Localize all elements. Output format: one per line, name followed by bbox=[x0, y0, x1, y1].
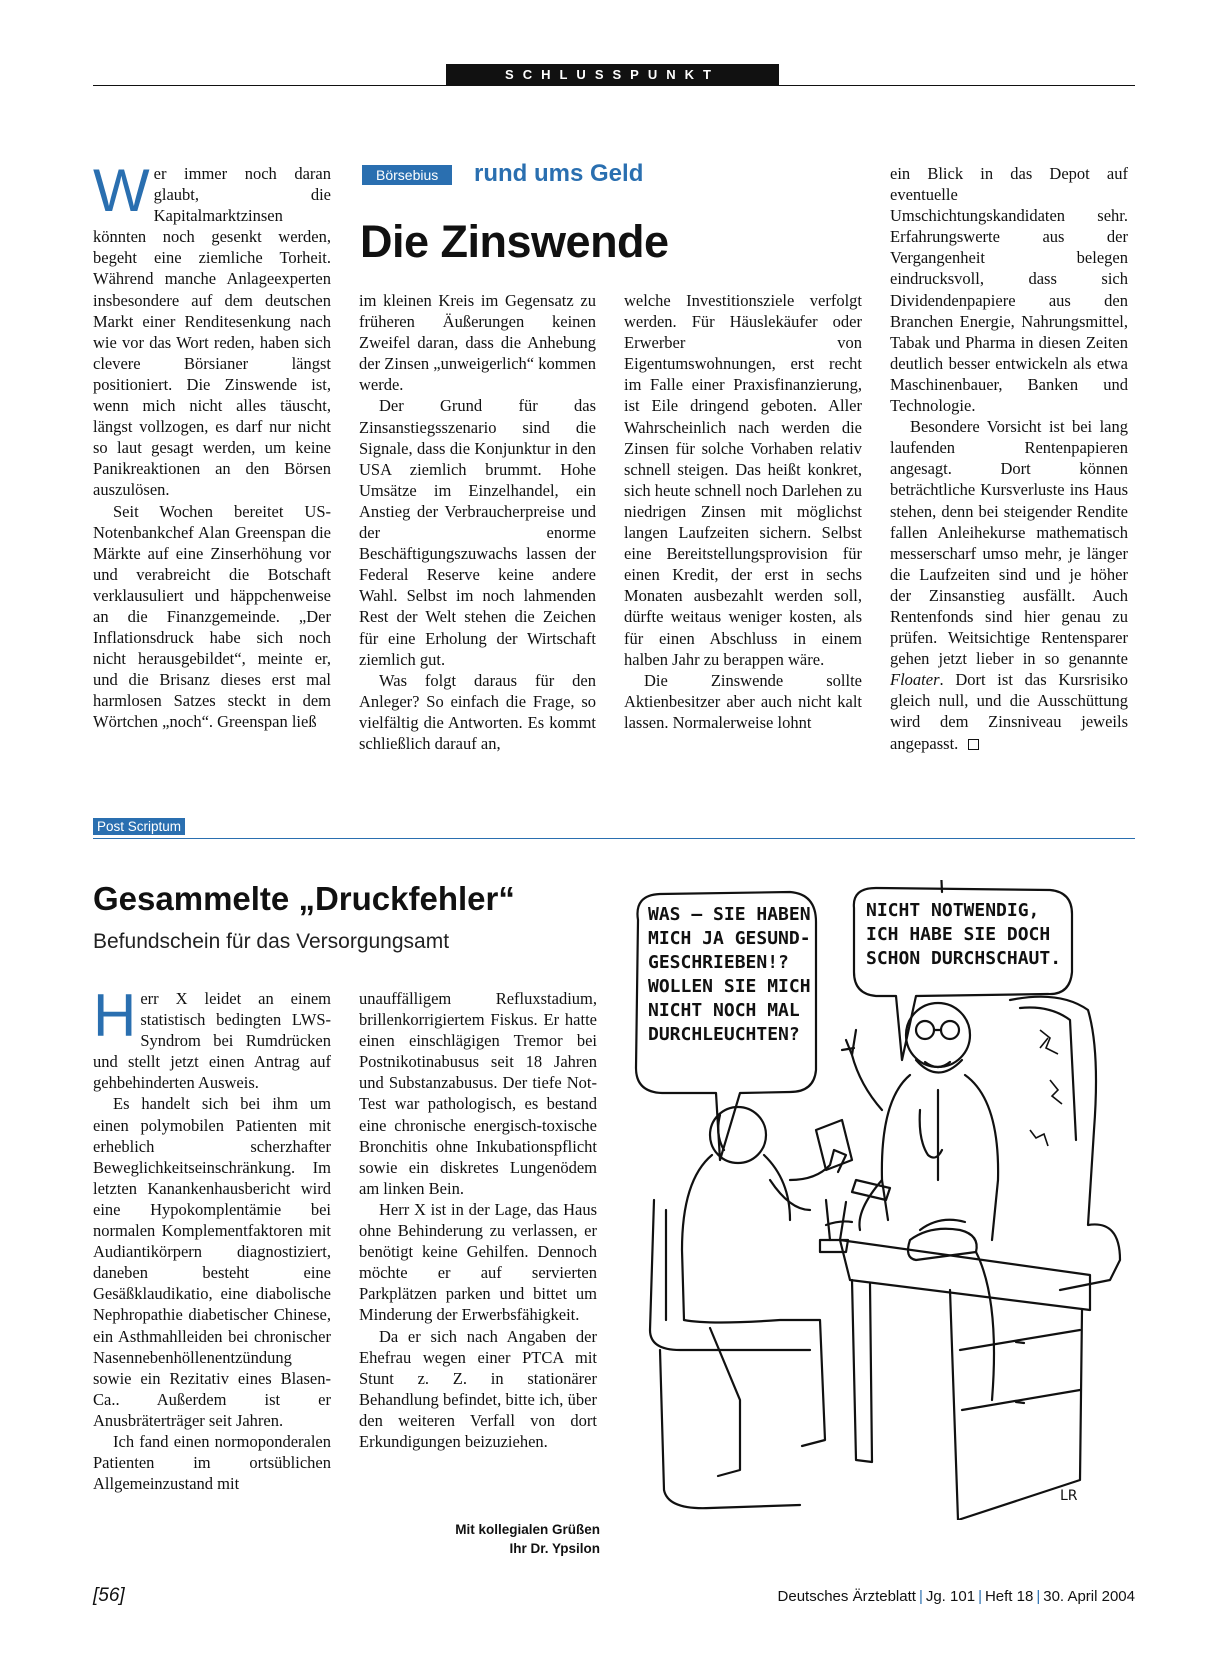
article1-column-3 bbox=[624, 290, 862, 733]
article2-subtitle: Befundschein für das Versorgungsamt bbox=[93, 930, 450, 953]
bubble-right-line: ICH HABE SIE DOCH bbox=[866, 924, 1051, 945]
end-mark bbox=[968, 739, 979, 750]
article-title: Die Zinswende bbox=[360, 216, 669, 267]
bubble-right-line: NICHT NOTWENDIG, bbox=[866, 900, 1040, 921]
paragraph: Herr X ist in der Lage, das Haus ohne Behinderung zu verlassen, er benötigt keine Gehilfen. Dennoch möchte er auf servierten Parkplätzen parken und bittet um Minderung der Erwerbsfähigkeit. bbox=[359, 1199, 597, 1325]
paragraph: Die Zinswende sollte Aktienbesitzer aber auch nicht kalt lassen. Normalerweise lohnt bbox=[624, 670, 862, 732]
paragraph: welche Investitionsziele verfolgt werden. Für Häuslekäufer oder Erwerber von Eigentumswohnungen, erst recht im Falle einer Praxisfinanzierung, ist Eile dringend geboten. Aller Wahrscheinlich nach werden die Zinsen für solche Vorhaben relativ schnell steigen. Das heißt konkret, sich heute schnell noch Darlehen zu niedrigen Zinsen mit möglichst langen Laufzeiten sichern. Selbst eine Bereitstellungsprovision für einen Kredit, der erst in sechs Monaten ausbezahlt werden soll, dürfte weitaus weniger kosten, als für einen Abschluss in einem halben Jahr zu berappen wäre. bbox=[624, 291, 862, 669]
top-rule bbox=[93, 85, 1135, 86]
paragraph: im kleinen Kreis im Gegensatz zu früheren Äußerungen keinen Zweifel daran, dass die Anhebung der Zinsen „unweigerlich“ kommen werde. bbox=[359, 291, 596, 395]
bubble-left-line: GESCHRIEBEN!? bbox=[648, 952, 789, 973]
paragraph: Seit Wochen bereitet US-Notenbankchef Alan Greenspan die Märkte auf eine Zinserhöhung vor und verabreicht die Botschaft verklausuliert und häppchenweise an die Finanzgemeinde. „Der Inflationsdruck habe sich noch nicht herausgebildet“, meinte er, und die Brisanz dieses erst mal harmlosen Satzes steckt in dem Wörtchen „noch“. Greenspan ließ bbox=[93, 501, 331, 732]
journal-date: 30. April 2004 bbox=[1043, 1588, 1135, 1605]
article1-column-2 bbox=[359, 290, 596, 754]
bubble-left-line: WAS – SIE HABEN bbox=[648, 904, 811, 925]
bubble-right-line: SCHON DURCHSCHAUT. bbox=[866, 948, 1062, 969]
article2-title: Gesammelte „Druckfehler“ bbox=[93, 880, 515, 917]
section-banner: SCHLUSSPUNKT bbox=[446, 64, 779, 86]
paragraph: Was folgt daraus für den Anleger? So einfach die Frage, so vielfältig die Antworten. Es kommt schließlich darauf an, bbox=[359, 670, 596, 753]
bubble-left-line: DURCHLEUCHTEN? bbox=[648, 1024, 800, 1045]
paragraph: err X leidet an einem statistisch bedingten LWS-Syndrom bei Rumdrücken und stellt jetzt einen Antrag auf gehbehinderten Ausweis. bbox=[93, 989, 331, 1093]
paragraph: Es handelt sich bei ihm um einen polymobilen Patienten mit erheblich scherzhafter Beweglichkeitseinschränkung. Im letzten Kanankenhausbericht wird eine Hypokomplentämie bei normalen Komplementfaktoren mit Audiantikörpern diagnostiziert, daneben besteht eine Gesäßklaudikatio, eine diabolische Nephropathie diabetischer Chinese, ein Asthmahlleiden bei chronischer Nasennebenhöllenentzündung sowie ein Rezitativ eines Blasen-Ca.. Außerdem ist er Anusbräterträger seit Jahren. bbox=[93, 1094, 331, 1430]
signoff-line: Ihr Dr. Ypsilon bbox=[509, 1541, 600, 1556]
bubble-left-line: MICH JA GESUND- bbox=[648, 928, 811, 949]
page-number: [56] bbox=[93, 1585, 125, 1606]
signoff bbox=[360, 1520, 600, 1558]
dropcap: W bbox=[93, 157, 150, 224]
bubble-left-line: NICHT NOCH MAL bbox=[648, 1000, 800, 1021]
paragraph: unauffälligem Refluxstadium, brillenkorrigiertem Fiskus. Er hatte einen einschlägigen Tremor bei Postnikotinabusus seit 18 Jahren und Substanzabusus. Der tiefe Not-Test war pathologisch, es bestand eine chronische energisch-toxische Bronchitis ohne Inkubationspflicht sowie ein diskretes Lungenödem am linken Bein. bbox=[359, 989, 597, 1198]
post-scriptum-tag: Post Scriptum bbox=[93, 818, 185, 835]
signoff-line: Mit kollegialen Grüßen bbox=[455, 1522, 600, 1537]
paragraph: Besondere Vorsicht ist bei lang laufenden Rentenpapieren angesagt. Dort können beträchtliche Kursverluste ins Haus stehen, denn bei steigender Rendite fallen Anleihekurse mathematisch messerscharf umso mehr, je länger die Laufzeiten sind und je höher der Zinsanstieg ausfällt. Auch Rentenfonds sind hier genau zu prüfen. Weitsichtige Rentensparer gehen jetzt lieber in so genannte Floater. Dort ist das Kursrisiko gleich null, und die Ausschüttung wird dem Zinsniveau jeweils angepasst. bbox=[890, 417, 1128, 753]
journal-name: Deutsches Ärzteblatt bbox=[777, 1588, 916, 1605]
cartoon-illustration bbox=[620, 880, 1135, 1520]
italic-term: Floater bbox=[890, 670, 940, 690]
cartoon-signature: LR bbox=[1060, 1488, 1078, 1504]
dropcap: H bbox=[93, 982, 137, 1049]
rubric-label: Börsebius bbox=[362, 165, 452, 185]
paragraph: Ich fand einen normoponderalen Patienten im ortsüblichen Allgemeinzustand mit bbox=[93, 1431, 331, 1494]
journal-footer: Deutsches Ärzteblatt | Jg. 101 | Heft 18 | 30. April 2004 bbox=[777, 1588, 1135, 1605]
article1-column-1 bbox=[93, 157, 331, 733]
kicker: rund ums Geld bbox=[474, 160, 644, 187]
article2-column-1 bbox=[93, 982, 331, 1494]
journal-volume: Jg. 101 bbox=[925, 1588, 976, 1605]
paragraph: Da er sich nach Angaben der Ehefrau wegen einer PTCA mit Stunt z. Z. in stationärer Behandlung befindet, bitte ich, über den weiteren Verfall von dort Erkundigungen beizuziehen. bbox=[359, 1326, 597, 1451]
journal-issue: Heft 18 bbox=[984, 1588, 1034, 1605]
article1-column-4 bbox=[890, 163, 1128, 754]
paragraph: er immer noch daran glaubt, die Kapitalmarktzinsen könnten noch gesenkt werden, begeht eine ziemliche Torheit. Während manche Anlageexperten insbesondere auf dem deutschen Markt einer Renditesenkung nach wie vor das Wort reden, haben sich clevere Börsianer längst positioniert. Die Zinswende ist, wenn mich nicht alles täuscht, längst vollzogen, es darf nur nicht so laut gesagt werden, um keine Panikreaktionen an den Börsen auszulösen. bbox=[93, 164, 331, 500]
paragraph: Der Grund für das Zinsanstiegsszenario sind die Signale, dass die Konjunktur in den USA ziemlich brummt. Hohe Umsätze im Einzelhandel, ein Anstieg der Verbraucherpreise und der enorme Beschäftigungszuwachs lassen der Federal Reserve keine andere Wahl. Selbst im noch lahmenden Rest der Welt stehen die Zeichen für eine Erholung der Wirtschaft ziemlich gut. bbox=[359, 396, 596, 669]
bubble-left-line: WOLLEN SIE MICH bbox=[648, 976, 811, 997]
paragraph: ein Blick in das Depot auf eventuelle Umschichtungskandidaten sehr. Erfahrungswerte aus der Vergangenheit belegen eindrucksvoll, dass sich Dividendenpapiere aus den Branchen Energie, Nahrungsmittel, Tabak und Pharma in diesen Zeiten deutlich besser entwickeln als etwa Maschinenbauer, Banken und Technologie. bbox=[890, 164, 1128, 416]
section-rule bbox=[93, 838, 1135, 839]
article2-column-2 bbox=[359, 988, 597, 1452]
